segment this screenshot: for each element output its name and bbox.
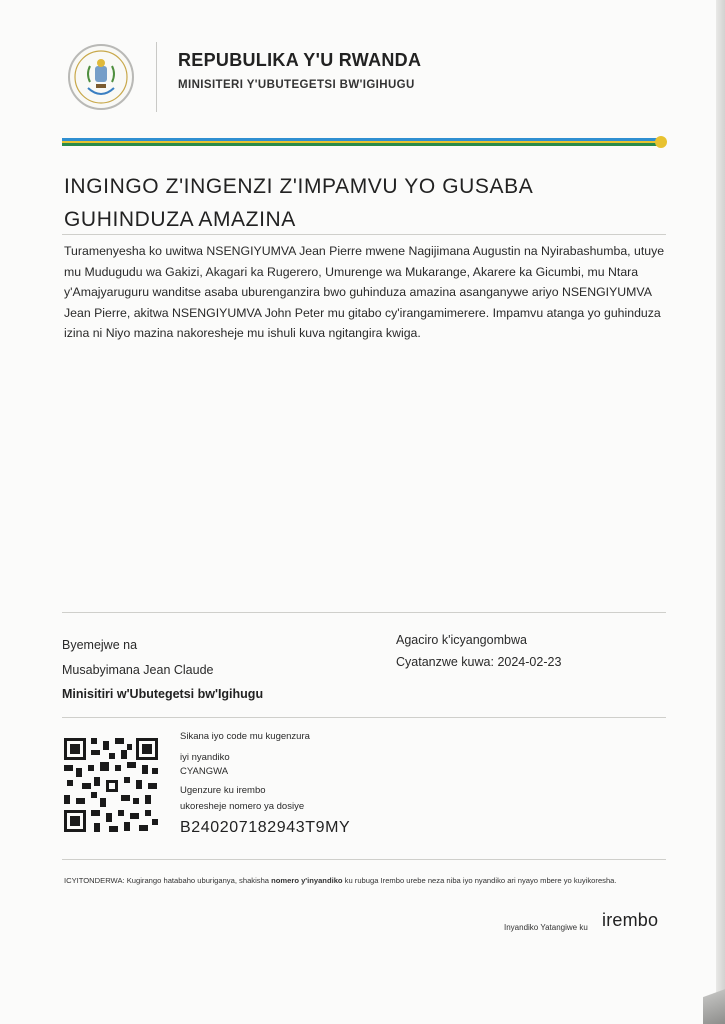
approved-by-label: Byemejwe na — [62, 638, 138, 652]
sun-icon — [655, 136, 667, 148]
section-divider — [62, 612, 666, 613]
fee-label: Agaciro k'icyangombwa — [396, 633, 527, 647]
issued-date-line — [396, 655, 561, 669]
notice-text-after: ku rubuga Irembo urebe neza niba iyo nyandiko ari nyayo mbere yo kuyikoresha. — [342, 876, 617, 885]
page-edge — [716, 0, 725, 1024]
verify-line-2: iyi nyandiko — [180, 752, 230, 763]
signer-name: Musabyimana Jean Claude — [62, 663, 214, 677]
notice-text-before: Kugirango hatabaho uburiganya, shakisha — [124, 876, 272, 885]
header-divider — [156, 42, 157, 112]
notice-text-bold: nomero y'inyandiko — [271, 876, 343, 885]
notice-divider — [62, 859, 666, 860]
issued-date: 2024-02-23 — [497, 655, 562, 669]
country-name: REPUBULIKA Y'U RWANDA — [178, 50, 422, 70]
page-crease — [703, 968, 725, 1024]
notice-text — [64, 871, 664, 890]
ministry-name: MINISITERI Y'UBUTEGETSI BW'IGIHUGU — [178, 79, 415, 91]
issued-date-label: Cyatanzwe kuwa: — [396, 655, 494, 669]
file-number: B240207182943T9MY — [180, 819, 351, 836]
verification-divider — [62, 717, 666, 718]
flag-color-band — [62, 138, 663, 146]
verify-line-3: CYANGWA — [180, 766, 229, 777]
document-body: Turamenyesha ko uwitwa NSENGIYUMVA Jean Pierre mwene Nagijimana Augustin na Nyirabashumba, utuye mu Mudugudu wa Gakizi, Akagari ka Rugerero, Umurenge wa Mukarange, Akarere ka Gicumbi, mu Ntara y'Amajyaruguru wanditse asaba uburenganzira bwo guhinduza amazina asanganywe ariyo NSENGIYUMVA Jean Pierre, akitwa NSENGIYUMVA John Peter mu gitabo cy'irangamimerere. Impamvu atanga yo guhinduza izina ni Niyo mazina nakoresheje mu ishuli kuva ngitangira kwiga. — [64, 244, 665, 341]
signer-title: Minisitiri w'Ubutegetsi bw'Igihugu — [62, 687, 264, 701]
title-rule — [62, 234, 666, 235]
notice-label: ICYITONDERWA: — [64, 876, 125, 885]
verify-line-4: Ugenzure ku irembo — [180, 785, 266, 796]
qr-code-icon — [64, 738, 158, 832]
coat-of-arms-icon — [68, 44, 134, 110]
irembo-logo: irembo — [602, 910, 659, 930]
verify-line-5: ukoresheje nomero ya dosiye — [180, 801, 305, 812]
verify-line-1: Sikana iyo code mu kugenzura — [180, 731, 310, 742]
issued-by-text: Inyandiko Yatangiwe ku — [504, 923, 588, 932]
document-title: INGINGO Z'INGENZI Z'IMPAMVU YO GUSABA GUHINDUZA AMAZINA — [64, 175, 533, 231]
